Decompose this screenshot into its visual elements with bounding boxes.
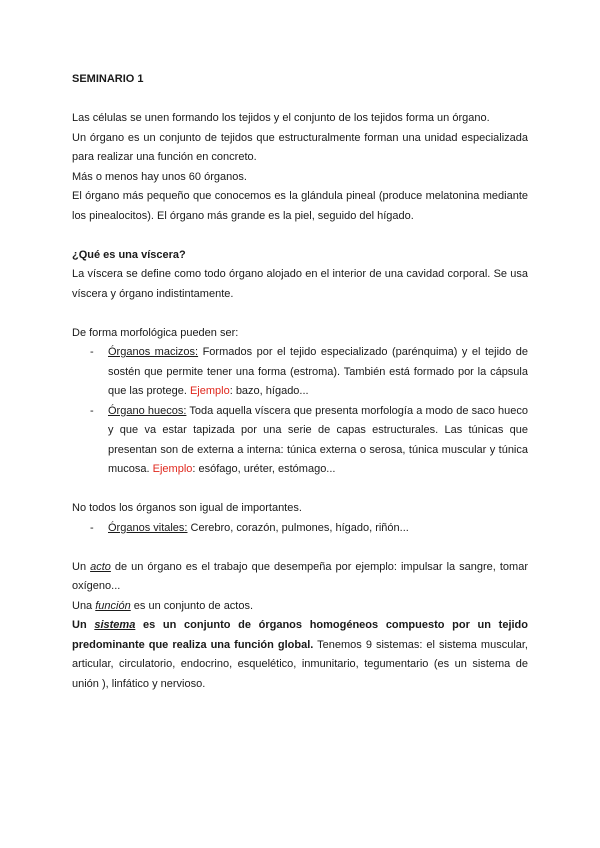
list-item xyxy=(72,519,528,539)
acto-prefix: Un xyxy=(72,560,91,573)
item-text: Cerebro, corazón, pulmones, hígado, riñón... xyxy=(187,521,409,534)
morphology-list xyxy=(72,343,528,480)
term-acto: acto xyxy=(90,560,111,573)
intro-paragraph: Las células se unen formando los tejidos y el conjunto de los tejidos forma un órgano. xyxy=(72,112,490,124)
intro-paragraph: Un órgano es un conjunto de tejidos que estructuralmente forman una unidad especializada para realizar una función en concreto. xyxy=(72,131,528,163)
example-text: : bazo, hígado... xyxy=(229,385,309,397)
term-organo-huecos: Órgano huecos: xyxy=(108,404,187,417)
vital-list xyxy=(72,519,528,539)
viscera-heading: ¿Qué es una víscera? xyxy=(72,248,186,261)
item-text: Formados por el tejido especializado (parénquima) y el tejido de sostén que permite tener una forma (estroma). También está formado por la cápsula que las protege. xyxy=(108,346,528,397)
funcion-text: es un conjunto de actos. xyxy=(130,599,254,612)
sistema-text: Tenemos 9 sistemas: el sistema muscular, articular, circulatorio, endocrino, esquelético, inmunitario, tegumentario (es un sistema de unión ), linfático y nervioso. xyxy=(72,638,528,690)
acto-text: de un órgano es el trabajo que desempeña por ejemplo: impulsar la sangre, tomar oxígeno... xyxy=(72,560,528,592)
intro-paragraph: El órgano más pequeño que conocemos es la glándula pineal (produce melatonina mediante los pinealocitos). El órgano más grande es la piel, seguido del hígado. xyxy=(72,190,528,222)
term-organos-vitales: Órganos vitales: xyxy=(108,521,188,534)
sistema-bold-text: es un conjunto de órganos homogéneos compuesto por un tejido predominante que realiza una función global. xyxy=(72,619,528,651)
morphology-intro: De forma morfológica pueden ser: xyxy=(72,326,239,339)
page-title: SEMINARIO 1 xyxy=(72,73,144,85)
vital-intro: No todos los órganos son igual de importantes. xyxy=(72,502,302,514)
term-organos-macizos: Órganos macizos: xyxy=(108,346,199,358)
list-item xyxy=(72,343,528,402)
funcion-paragraph xyxy=(72,597,528,617)
sistema-prefix: Un xyxy=(72,619,95,631)
intro-paragraph: Más o menos hay unos 60 órganos. xyxy=(72,170,247,183)
example-label: Ejemplo xyxy=(152,463,193,475)
funcion-prefix: Una xyxy=(72,599,96,612)
item-text: Toda aquella víscera que presenta morfología a modo de saco hueco y que va estar tapizada por una serie de capas estructurales. Las túnicas que presentan son de externa a interna: túnica externa o serosa, túnica muscular y túnica mucosa. xyxy=(108,404,528,475)
term-sistema: sistema xyxy=(94,619,136,631)
acto-paragraph xyxy=(72,558,528,597)
list-item xyxy=(72,402,528,480)
example-label: Ejemplo xyxy=(189,385,230,397)
sistema-paragraph xyxy=(72,616,528,694)
example-text: : esófago, uréter, estómago... xyxy=(192,463,336,475)
term-funcion: función xyxy=(95,599,131,612)
document-page xyxy=(72,70,528,694)
viscera-definition: La víscera se define como todo órgano alojado en el interior de una cavidad corporal. Se usa víscera y órgano indistintamente. xyxy=(72,268,528,300)
